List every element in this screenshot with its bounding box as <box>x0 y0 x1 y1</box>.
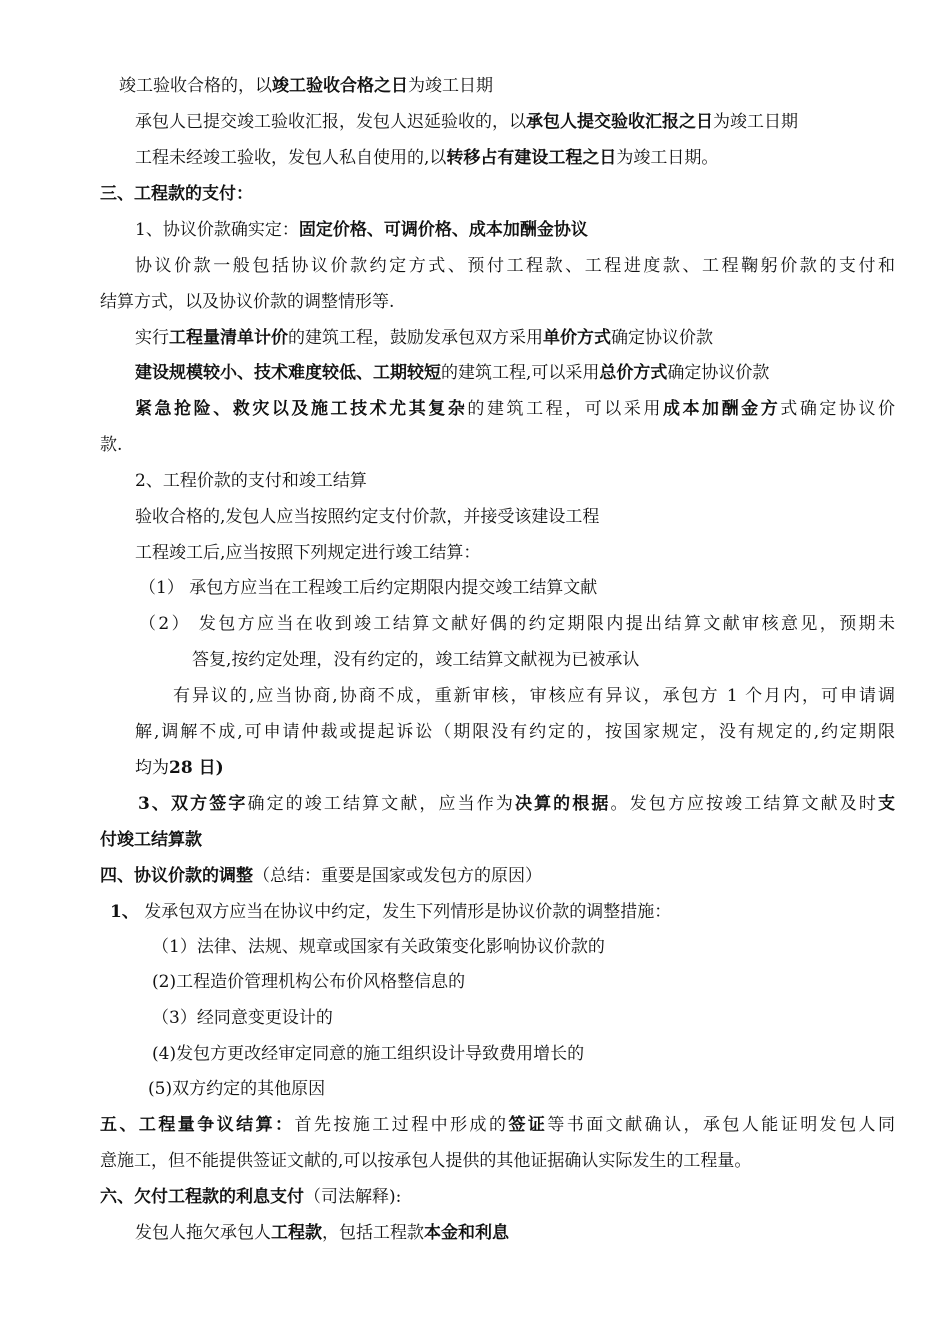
text-segment: 实行 <box>135 328 169 348</box>
list-item <box>139 577 950 599</box>
text-segment: 均为 <box>135 758 169 778</box>
text-segment: 为竣工日期。 <box>616 148 719 168</box>
text-segment: (5)双方约定的其他原因 <box>148 1079 326 1099</box>
text-line <box>138 793 895 815</box>
text-segment: （2） 发包方应当在收到竣工结算文献好偶的约定期限内提出结算文献审核意见，预期未 <box>139 614 895 634</box>
text-segment: （司法解释): <box>304 1187 402 1207</box>
text-line <box>135 757 950 779</box>
bold-text-segment: 付竣工结算款 <box>100 830 202 850</box>
section-heading <box>100 865 950 887</box>
text-segment: （3）经同意变更设计的 <box>152 1008 333 1028</box>
bold-text-segment: 工程款 <box>271 1223 322 1243</box>
list-item <box>148 1078 950 1100</box>
text-segment: 等书面文献确认，承包人能证明发包人同 <box>547 1115 896 1135</box>
text-line <box>135 327 950 349</box>
list-item <box>152 936 950 958</box>
text-line <box>135 362 950 384</box>
text-segment: 竣工验收合格的，以 <box>119 76 272 96</box>
text-line <box>100 434 950 456</box>
bold-text-segment: 紧急抢险、救灾以及施工技术尤其复杂 <box>135 399 468 419</box>
text-segment: 为竣工日期 <box>713 112 798 132</box>
bold-text-segment: 转移占有建设工程之日 <box>446 148 617 168</box>
text-line <box>135 1222 950 1244</box>
bold-text-segment: 决算的根据 <box>514 794 611 814</box>
bold-text-segment: 单价方式 <box>543 328 611 348</box>
text-segment: 有异议的,应当协商,协商不成，重新审核，审核应有异议，承包方 1 个月内，可申请调 <box>173 686 895 706</box>
bold-text-segment: 五、工程量争议结算： <box>100 1115 295 1135</box>
text-segment: ，包括工程款 <box>322 1223 424 1243</box>
text-segment: 结算方式，以及协议价款的调整情形等. <box>100 292 395 312</box>
bold-text-segment: 总价方式 <box>599 363 668 383</box>
text-line <box>135 542 950 564</box>
bold-text-segment: 支 <box>878 794 896 814</box>
list-item-continuation <box>192 649 950 671</box>
bold-text-segment: 工程量清单计价 <box>169 328 288 348</box>
subsection-heading <box>135 219 950 241</box>
text-segment: 工程竣工后,应当按照下列规定进行竣工结算： <box>135 543 481 563</box>
text-segment: 解,调解不成,可申请仲裁或提起诉讼（期限没有约定的，按国家规定，没有规定的,约定期限 <box>135 722 895 742</box>
bold-text-segment: 本金和利息 <box>424 1223 509 1243</box>
text-segment: 1、协议价款确实定： <box>135 220 299 240</box>
list-item <box>152 971 950 993</box>
text-segment: 的建筑工程，鼓励发承包双方采用 <box>288 328 543 348</box>
text-segment: （总结：重要是国家或发包方的原因） <box>253 866 542 886</box>
text-line <box>135 147 950 169</box>
text-segment: 2、工程价款的支付和竣工结算 <box>135 471 367 491</box>
text-line <box>135 721 895 743</box>
text-line <box>100 1150 950 1172</box>
text-segment: 为竣工日期 <box>408 76 493 96</box>
text-segment: 验收合格的,发包人应当按照约定支付价款，并接受该建设工程 <box>135 507 600 527</box>
list-item <box>152 1007 950 1029</box>
bold-text-segment: 签证 <box>508 1115 548 1135</box>
section-heading <box>100 1186 950 1208</box>
list-item <box>152 1043 950 1065</box>
text-line <box>135 506 950 528</box>
text-segment: （1）法律、法规、规章或国家有关政策变化影响协议价款的 <box>152 937 605 957</box>
text-line <box>135 398 895 420</box>
text-segment: 的建筑工程，可以采用 <box>467 399 663 419</box>
bold-text-segment: 3、双方签字 <box>138 794 248 814</box>
text-segment: 答复,按约定处理，没有约定的，竣工结算文献视为已被承认 <box>192 650 640 670</box>
bold-text-segment: 成本加酬金方 <box>662 399 781 419</box>
bold-text-segment: 竣工验收合格之日 <box>272 76 408 96</box>
section-heading <box>100 1114 895 1136</box>
text-segment: 式确定协议价 <box>780 399 896 419</box>
text-segment: 。发包方应按竣工结算文献及时 <box>610 794 879 814</box>
text-segment: (2)工程造价管理机构公布价风格整信息的 <box>152 972 466 992</box>
subsection-heading <box>135 470 950 492</box>
bold-text-segment: 六、欠付工程款的利息支付 <box>100 1187 304 1207</box>
text-segment: 发包人拖欠承包人 <box>135 1223 271 1243</box>
text-segment: 发承包双方应当在协议中约定，发生下列情形是协议价款的调整措施： <box>138 902 672 922</box>
text-line <box>135 255 895 277</box>
text-line <box>100 291 950 313</box>
section-heading <box>100 183 950 205</box>
text-segment: 的建筑工程,可以采用 <box>441 363 600 383</box>
text-line <box>173 685 895 707</box>
text-segment: 承包人已提交竣工验收汇报，发包人迟延验收的，以 <box>135 112 526 132</box>
list-item <box>139 613 895 635</box>
text-line <box>100 829 950 851</box>
text-segment: 首先按施工过程中形成的 <box>294 1115 509 1135</box>
bold-text-segment: 28 日) <box>169 758 224 778</box>
bold-text-segment: 建设规模较小、技术难度较低、工期较短 <box>135 363 441 383</box>
text-segment: 意施工，但不能提供签证文献的,可以按承包人提供的其他证据确认实际发生的工程量。 <box>100 1151 752 1171</box>
text-segment: (4)发包方更改经审定同意的施工组织设计导致费用增长的 <box>152 1044 585 1064</box>
text-line <box>119 75 950 97</box>
text-segment: （1） 承包方应当在工程竣工后约定期限内提交竣工结算文献 <box>139 578 598 598</box>
list-item <box>110 901 950 923</box>
text-segment: 确定的竣工结算文献，应当作为 <box>247 794 515 814</box>
bold-text-segment: 固定价格、可调价格、成本加酬金协议 <box>298 220 588 240</box>
text-segment: 款. <box>100 435 123 455</box>
text-segment: 工程未经竣工验收，发包人私自使用的,以 <box>135 148 447 168</box>
text-segment: 确定协议价款 <box>667 363 770 383</box>
bold-text-segment: 承包人提交验收汇报之日 <box>526 112 713 132</box>
bold-text-segment: 1、 <box>110 902 139 922</box>
text-segment: 确定协议价款 <box>611 328 713 348</box>
bold-text-segment: 三、工程款的支付： <box>100 184 253 204</box>
text-line <box>135 111 950 133</box>
text-segment: 协议价款一般包括协议价款约定方式、预付工程款、工程进度款、工程鞠躬价款的支付和 <box>135 256 895 276</box>
bold-text-segment: 四、协议价款的调整 <box>100 866 253 886</box>
